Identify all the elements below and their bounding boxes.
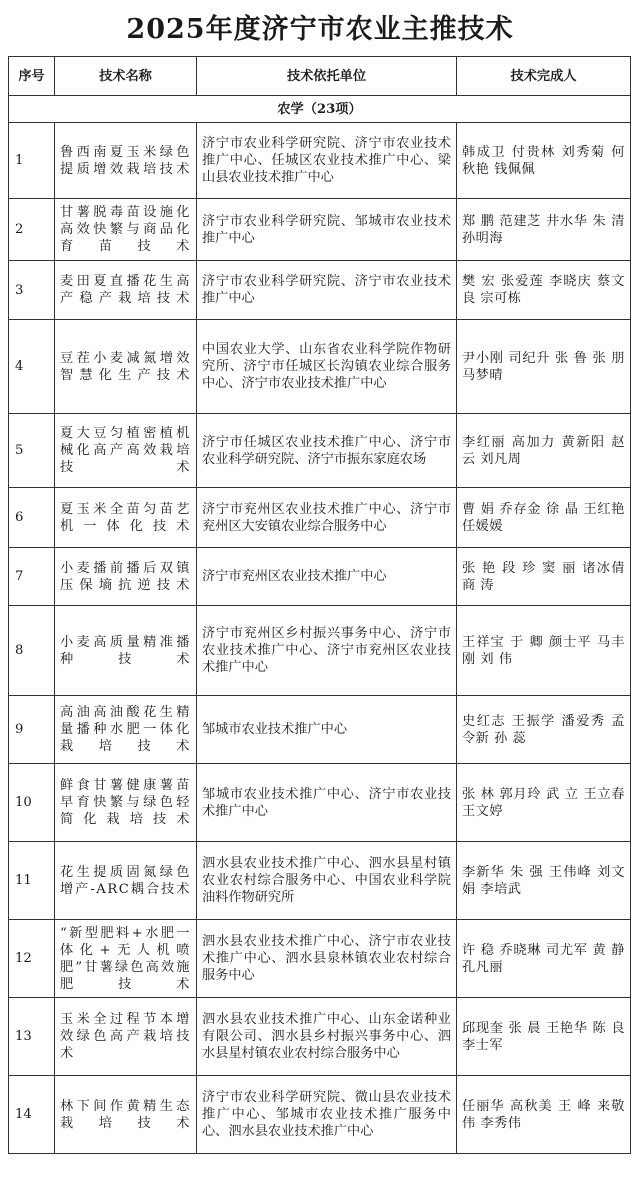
row-tech-name: 鲁西南夏玉米绿色提质增效栽培技术 <box>55 123 197 199</box>
table-row <box>9 920 631 998</box>
row-tech-name: “新型肥料+水肥一体化+无人机喷肥”甘薯绿色高效施肥技术 <box>55 920 197 998</box>
row-unit: 济宁市兖州区农业技术推广中心 <box>197 548 457 606</box>
row-people: 张 林 郭月玲 武 立 王立春 王文婷 <box>457 764 631 842</box>
table-row <box>9 696 631 764</box>
row-unit: 中国农业大学、山东省农业科学院作物研究所、济宁市任城区长沟镇农业综合服务中心、济宁市农业技术推广中心 <box>197 320 457 414</box>
row-tech-name: 鲜食甘薯健康薯苗早育快繁与绿色轻简化栽培技术 <box>55 764 197 842</box>
header-name: 技术名称 <box>55 57 197 96</box>
row-people: 郑 鹏 范建芝 井水华 朱 清 孙明海 <box>457 199 631 261</box>
section-row <box>9 96 631 123</box>
row-number: 12 <box>9 920 55 998</box>
row-number: 8 <box>9 606 55 696</box>
row-number: 9 <box>9 696 55 764</box>
table-row <box>9 1076 631 1154</box>
row-unit: 济宁市农业科学研究院、微山县农业技术推广中心、邹城市农业技术推广服务中心、泗水县农业技术推广中心 <box>197 1076 457 1154</box>
row-number: 5 <box>9 414 55 488</box>
row-tech-name: 高油高油酸花生精量播种水肥一体化栽培技术 <box>55 696 197 764</box>
row-unit: 邹城市农业技术推广中心 <box>197 696 457 764</box>
table-row <box>9 199 631 261</box>
row-tech-name: 夏大豆匀植密植机械化高产高效栽培技术 <box>55 414 197 488</box>
row-number: 3 <box>9 261 55 320</box>
row-number: 11 <box>9 842 55 920</box>
row-tech-name: 小麦播前播后双镇压保墒抗逆技术 <box>55 548 197 606</box>
row-people: 任丽华 高秋美 王 峰 来敬伟 李秀伟 <box>457 1076 631 1154</box>
row-unit: 济宁市兖州区乡村振兴事务中心、济宁市农业技术推广中心、济宁市兖州区农业技术推广中心 <box>197 606 457 696</box>
row-number: 10 <box>9 764 55 842</box>
row-unit: 泗水县农业技术推广中心、山东金诺种业有限公司、泗水县乡村振兴事务中心、泗水县星村镇农业农村综合服务中心 <box>197 998 457 1076</box>
row-unit: 济宁市任城区农业技术推广中心、济宁市农业科学研究院、济宁市振东家庭农场 <box>197 414 457 488</box>
row-unit: 济宁市农业科学研究院、邹城市农业技术推广中心 <box>197 199 457 261</box>
row-unit: 邹城市农业技术推广中心、济宁市农业技术推广中心 <box>197 764 457 842</box>
section-label: 农学（23项） <box>9 96 631 123</box>
table-row <box>9 261 631 320</box>
row-number: 13 <box>9 998 55 1076</box>
row-people: 许 稳 乔晓琳 司尤军 黄 静 孔凡丽 <box>457 920 631 998</box>
table-row <box>9 842 631 920</box>
row-number: 4 <box>9 320 55 414</box>
row-number: 1 <box>9 123 55 199</box>
row-unit: 泗水县农业技术推广中心、泗水县星村镇农业农村综合服务中心、中国农业科学院油料作物研究所 <box>197 842 457 920</box>
row-people: 张 艳 段 珍 窦 丽 诸冰倩 商 涛 <box>457 548 631 606</box>
row-tech-name: 林下间作黄精生态栽培技术 <box>55 1076 197 1154</box>
table-row <box>9 606 631 696</box>
row-tech-name: 甘薯脱毒苗设施化高效快繁与商品化育苗技术 <box>55 199 197 261</box>
row-number: 7 <box>9 548 55 606</box>
row-tech-name: 夏玉米全苗匀苗艺机一体化技术 <box>55 488 197 548</box>
row-people: 樊 宏 张爱莲 李晓庆 蔡文良 宗可栋 <box>457 261 631 320</box>
table-row <box>9 414 631 488</box>
table-row <box>9 123 631 199</box>
row-people: 邱现奎 张 晨 王艳华 陈 良 李士军 <box>457 998 631 1076</box>
row-people: 王祥宝 于 卿 颜士平 马丰刚 刘 伟 <box>457 606 631 696</box>
page-title: 2025年度济宁市农业主推技术 <box>126 14 514 45</box>
row-people: 尹小刚 司纪升 张 鲁 张 朋 马梦晴 <box>457 320 631 414</box>
row-tech-name: 麦田夏直播花生高产稳产栽培技术 <box>55 261 197 320</box>
row-tech-name: 豆茬小麦减氮增效智慧化生产技术 <box>55 320 197 414</box>
row-unit: 济宁市兖州区农业技术推广中心、济宁市兖州区大安镇农业综合服务中心 <box>197 488 457 548</box>
row-people: 李新华 朱 强 王伟峰 刘文娟 李培武 <box>457 842 631 920</box>
header-seq: 序号 <box>9 57 55 96</box>
row-number: 6 <box>9 488 55 548</box>
table-row <box>9 320 631 414</box>
row-tech-name: 玉米全过程节本增效绿色高产栽培技术 <box>55 998 197 1076</box>
table-row <box>9 488 631 548</box>
row-people: 曹 娟 乔存金 徐 晶 王红艳 任媛媛 <box>457 488 631 548</box>
row-tech-name: 小麦高质量精准播种技术 <box>55 606 197 696</box>
row-number: 2 <box>9 199 55 261</box>
table-row <box>9 998 631 1076</box>
table-row <box>9 764 631 842</box>
table-header-row <box>9 57 631 96</box>
row-number: 14 <box>9 1076 55 1154</box>
row-people: 李红丽 高加力 黄新阳 赵 云 刘凡周 <box>457 414 631 488</box>
header-unit: 技术依托单位 <box>197 57 457 96</box>
row-people: 史红志 王振学 潘爱秀 孟令新 孙 蕊 <box>457 696 631 764</box>
row-unit: 济宁市农业科学研究院、济宁市农业技术推广中心 <box>197 261 457 320</box>
row-people: 韩成卫 付贵林 刘秀菊 何秋艳 钱佩佩 <box>457 123 631 199</box>
tech-table <box>8 56 631 1154</box>
row-unit: 济宁市农业科学研究院、济宁市农业技术推广中心、任城区农业技术推广中心、梁山县农业技术推广中心 <box>197 123 457 199</box>
row-unit: 泗水县农业技术推广中心、济宁市农业技术推广中心、泗水县泉林镇农业农村综合服务中心 <box>197 920 457 998</box>
row-tech-name: 花生提质固氮绿色增产-ARC耦合技术 <box>55 842 197 920</box>
header-people: 技术完成人 <box>457 57 631 96</box>
table-row <box>9 548 631 606</box>
